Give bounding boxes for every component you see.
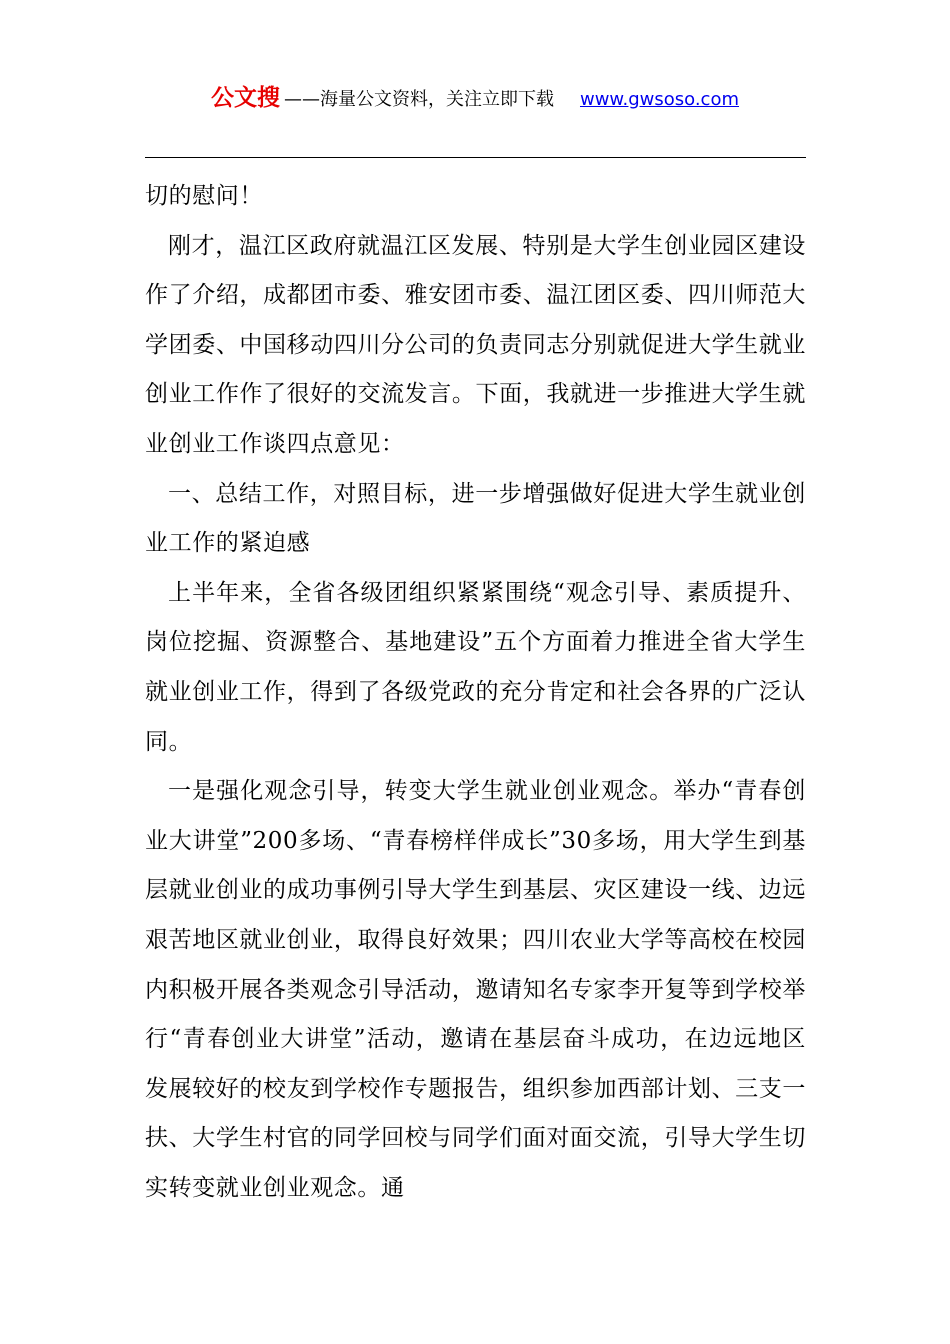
document-body [145, 172, 806, 1213]
page-header [0, 82, 950, 114]
paragraph: 上半年来，全省各级团组织紧紧围绕“观念引导、素质提升、岗位挖掘、资源整合、基地建设”五个方面着力推进全省大学生就业创业工作，得到了各级党政的充分肯定和社会各界的广泛认同。 [145, 579, 806, 755]
brand-logo-text: 公文搜 [210, 85, 280, 111]
site-link[interactable]: www.gwsoso.com [579, 89, 739, 110]
paragraph-continuation: 切的慰问！ [145, 183, 263, 209]
paragraph: 刚才，温江区政府就温江区发展、特别是大学生创业园区建设作了介绍，成都团市委、雅安团市委、温江团区委、四川师范大学团委、中国移动四川分公司的负责同志分别就促进大学生就业创业工作作了很好的交流发言。下面，我就进一步推进大学生就业创业工作谈四点意见： [145, 232, 806, 457]
section-heading: 一、总结工作，对照目标，进一步增强做好促进大学生就业创业工作的紧迫感 [145, 480, 806, 557]
header-tagline: ——海量公文资料，关注立即下载 [283, 89, 554, 110]
header-divider [145, 157, 806, 158]
paragraph: 一是强化观念引导，转变大学生就业创业观念。举办“青春创业大讲堂”200多场、“青春榜样伴成长”30多场，用大学生到基层就业创业的成功事例引导大学生到基层、灾区建设一线、边远艰苦地区就业创业，取得良好效果；四川农业大学等高校在校园内积极开展各类观念引导活动，邀请知名专家李开复等到学校举行“青春创业大讲堂”活动，邀请在基层奋斗成功，在边远地区发展较好的校友到学校作专题报告，组织参加西部计划、三支一扶、大学生村官的同学回校与同学们面对面交流，引导大学生切实转变就业创业观念。通 [145, 778, 806, 1201]
